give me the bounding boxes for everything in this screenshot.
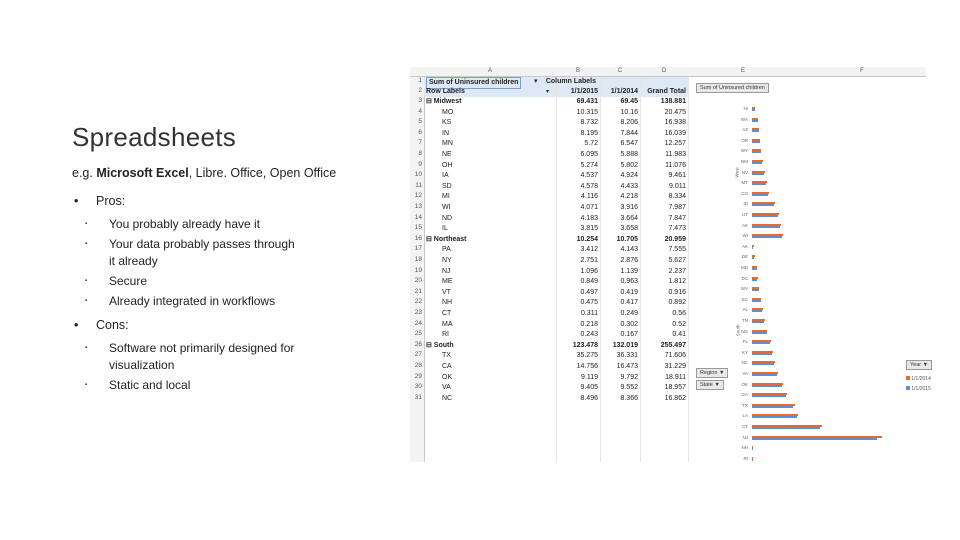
bar-chart — [696, 80, 926, 465]
row-label-cell[interactable]: PA — [442, 246, 451, 254]
value-cell[interactable]: 69.45 — [620, 98, 638, 105]
bar-2015 — [752, 416, 797, 418]
subtitle-prefix: e.g. — [72, 166, 97, 180]
value-cell[interactable]: 3.412 — [580, 246, 598, 254]
bar-2015 — [752, 310, 762, 312]
value-cell[interactable]: 0.916 — [668, 288, 686, 296]
bar-2015 — [752, 279, 757, 281]
value-cell[interactable]: 123.478 — [572, 341, 598, 349]
state-axis-label: ID — [743, 201, 748, 207]
value-cell[interactable]: 9.461 — [668, 172, 686, 180]
col-header-2014: 1/1/2014 — [610, 88, 638, 95]
row-number: 5 — [418, 118, 422, 126]
bar-2015 — [752, 226, 780, 228]
bar-2015 — [752, 289, 759, 291]
value-cell[interactable]: 16.039 — [664, 129, 686, 137]
legend-entry-2014 — [906, 376, 946, 382]
state-axis-label: RI — [743, 455, 748, 461]
row-label-cell[interactable]: CA — [442, 363, 452, 370]
value-cell[interactable]: 9.119 — [581, 373, 598, 381]
row-label-cell[interactable]: OH — [442, 161, 453, 169]
pros-item: ▪ Your data probably passes through it already — [72, 236, 302, 270]
value-cell[interactable]: 0.849 — [580, 278, 598, 286]
state-axis-label: CO — [741, 190, 748, 196]
bar-2015 — [752, 395, 786, 397]
value-cell[interactable]: 8.334 — [668, 193, 686, 201]
subtitle-rest: , Libre. Office, Open Office — [188, 166, 337, 180]
pros-item: ▪ Already integrated in workflows — [72, 293, 302, 310]
bar-2015 — [752, 353, 772, 355]
bar-2015 — [752, 215, 778, 217]
state-axis-label: AL — [742, 307, 748, 313]
row-label-cell[interactable]: NH — [442, 299, 453, 307]
legend-entry-2014-label: 1/1/2014 — [911, 376, 931, 382]
row-number: 25 — [414, 330, 422, 338]
col-header-grand-total: Grand Total — [647, 88, 686, 95]
value-cell[interactable]: 7.987 — [668, 204, 686, 211]
row-number: 29 — [414, 372, 422, 380]
value-cell[interactable]: 16.862 — [664, 394, 686, 402]
bar-2015 — [752, 183, 766, 185]
row-label-cell[interactable]: ND — [442, 214, 453, 222]
row-number-gutter — [410, 77, 425, 462]
value-cell[interactable]: 20.959 — [664, 235, 686, 243]
cons-item: ▪ Software not primarily designed for visualization — [72, 340, 302, 374]
state-axis-label: WY — [740, 148, 748, 154]
value-cell[interactable]: 4.071 — [580, 204, 598, 211]
value-cell[interactable]: 2.751 — [580, 257, 598, 264]
state-axis-label: MS — [741, 328, 748, 334]
value-cell[interactable]: 10.254 — [576, 235, 598, 243]
row-number: 11 — [415, 181, 422, 189]
row-number: 2 — [418, 87, 422, 94]
row-number: 4 — [418, 107, 422, 115]
row-number: 22 — [414, 298, 422, 306]
bar-2015 — [752, 162, 762, 164]
legend-year-button[interactable]: Year ▼ — [906, 360, 932, 370]
bar-2015 — [752, 321, 764, 323]
state-axis-label: OK — [741, 381, 748, 387]
row-label-cell[interactable]: CT — [442, 310, 452, 317]
state-axis-label: NC — [741, 360, 748, 366]
state-axis-label: WI — [742, 233, 748, 239]
value-cell[interactable]: 18.911 — [665, 373, 686, 381]
value-cell[interactable]: 9.011 — [669, 182, 686, 190]
state-axis-label: MD — [741, 265, 748, 270]
row-label-cell[interactable]: WI — [442, 204, 451, 211]
state-axis-label: GA — [741, 392, 748, 398]
bar-2015 — [752, 204, 774, 206]
bar-2015 — [752, 194, 768, 196]
row-label-cell[interactable]: KS — [442, 119, 452, 127]
value-cell[interactable]: 7.473 — [668, 225, 686, 233]
row-label-cell[interactable]: RI — [442, 331, 449, 339]
row-number: 18 — [414, 256, 422, 263]
value-cell[interactable]: 5.802 — [620, 161, 638, 169]
slide-title: Spreadsheets — [72, 122, 237, 152]
value-cell[interactable]: 20.475 — [664, 108, 686, 116]
row-label-cell[interactable]: ME — [442, 278, 453, 286]
grid-line — [688, 77, 689, 462]
bar-2015 — [752, 109, 755, 111]
row-label-cell[interactable]: NC — [442, 394, 453, 402]
value-cell[interactable]: 4.143 — [620, 246, 638, 254]
row-label-cell[interactable]: ⊟ Midwest — [426, 98, 462, 105]
state-axis-label: SC — [741, 296, 748, 302]
value-cell[interactable]: 4.924 — [620, 172, 638, 180]
bar-2015 — [752, 141, 760, 143]
row-number: 28 — [414, 362, 422, 369]
value-cell[interactable]: 69.431 — [576, 98, 598, 105]
value-cell[interactable]: 5.72 — [584, 140, 598, 148]
bar-2015 — [752, 448, 753, 450]
value-cell[interactable]: 71.606 — [664, 352, 686, 360]
value-cell[interactable]: 10.315 — [576, 108, 598, 116]
state-axis-label: AK — [741, 243, 748, 249]
row-labels-filter-icon[interactable]: ▾ — [546, 89, 550, 95]
row-label-cell[interactable]: MA — [442, 320, 453, 328]
row-label-cell[interactable]: IN — [442, 129, 449, 137]
bar-2015 — [752, 406, 793, 408]
state-axis-label: VA — [742, 371, 748, 376]
row-number: 7 — [418, 139, 422, 147]
row-label-cell[interactable]: MN — [442, 140, 453, 148]
value-cell[interactable]: 8.206 — [620, 119, 638, 127]
value-cell[interactable]: 5.627 — [668, 257, 686, 264]
state-axis-label: AK — [741, 222, 748, 228]
legend-swatch-2014 — [906, 376, 910, 380]
col-header-2015: 1/1/2015 — [570, 88, 598, 95]
row-number: 16 — [414, 234, 422, 242]
bar-2015 — [752, 459, 753, 461]
state-axis-label: NH — [741, 445, 748, 451]
value-cell[interactable]: 6.547 — [620, 140, 638, 148]
column-header-c[interactable]: C — [617, 68, 623, 74]
state-axis-label: TN — [742, 318, 748, 323]
row-number: 14 — [414, 213, 422, 221]
row-number: 10 — [414, 171, 422, 179]
state-axis-label: WA — [740, 116, 748, 122]
value-cell[interactable]: 18.957 — [664, 384, 686, 392]
value-cell[interactable]: 1.096 — [580, 267, 598, 275]
state-axis-label: TX — [742, 402, 748, 408]
cons-section — [72, 317, 302, 397]
column-header-b[interactable]: B — [575, 68, 580, 74]
axis-group-label-west: West — [734, 167, 740, 178]
value-cell[interactable]: 4.433 — [620, 182, 638, 190]
value-cell[interactable]: 0.311 — [581, 310, 598, 317]
value-cell[interactable]: 0.52 — [672, 320, 686, 328]
subtitle-bold: Microsoft Excel — [96, 166, 189, 180]
legend-swatch-2015 — [906, 386, 910, 390]
value-cell[interactable]: 3.658 — [620, 225, 638, 233]
value-cell[interactable]: 4.537 — [580, 172, 598, 180]
value-cell[interactable]: 11.983 — [665, 151, 686, 158]
value-cell[interactable]: 3.916 — [620, 204, 638, 211]
value-cell[interactable]: 11.076 — [665, 161, 686, 169]
state-axis-label: DE — [741, 254, 748, 260]
bar-2015 — [752, 120, 758, 122]
value-cell[interactable]: 8.366 — [620, 394, 638, 402]
row-number: 3 — [418, 97, 422, 104]
row-label-cell[interactable]: ⊟ Northeast — [426, 235, 467, 243]
row-label-cell[interactable]: OK — [442, 373, 453, 381]
row-label-cell[interactable]: IL — [442, 225, 448, 233]
bar-2015 — [752, 247, 753, 249]
row-labels-header[interactable]: Row Labels — [426, 88, 465, 95]
row-number: 8 — [418, 150, 422, 157]
state-axis-label: NM — [741, 159, 748, 164]
bar-2015 — [752, 427, 820, 429]
cons-list — [72, 340, 302, 394]
state-axis-label: DC — [741, 275, 748, 281]
row-number: 19 — [414, 266, 422, 274]
value-cell[interactable]: 5.888 — [620, 151, 638, 158]
value-cell[interactable]: 0.892 — [668, 299, 686, 307]
value-cell[interactable]: 31.229 — [664, 363, 686, 370]
row-number: 26 — [414, 340, 422, 348]
row-label-cell[interactable]: TX — [442, 352, 451, 360]
row-label-cell[interactable]: NJ — [442, 267, 451, 275]
column-header-a[interactable]: A — [487, 68, 492, 74]
row-label-cell[interactable]: VT — [442, 288, 451, 296]
pros-list — [72, 216, 302, 310]
value-cell[interactable]: 0.56 — [672, 310, 686, 317]
value-cell[interactable]: 7.847 — [668, 214, 686, 222]
value-cell[interactable]: 35.275 — [576, 352, 598, 360]
bar-2015 — [752, 374, 777, 376]
value-cell[interactable]: 8.195 — [580, 129, 598, 137]
state-axis-label: HI — [743, 106, 748, 111]
bar-2015 — [752, 130, 759, 132]
column-header-bar — [410, 67, 926, 77]
value-cell[interactable]: 12.257 — [664, 140, 686, 148]
row-number: 30 — [414, 383, 422, 391]
row-label-cell[interactable]: SD — [442, 182, 452, 190]
row-label-cell[interactable]: MO — [442, 108, 454, 116]
value-cell[interactable]: 2.876 — [620, 257, 638, 264]
bar-2015 — [752, 257, 754, 259]
value-cell[interactable]: 2.237 — [668, 267, 686, 275]
row-number: 31 — [414, 393, 422, 401]
value-cell[interactable]: 1.139 — [620, 267, 638, 275]
state-field-button[interactable]: State ▼ — [696, 380, 724, 390]
value-cell[interactable]: 0.475 — [580, 299, 598, 307]
cons-label: • Cons: — [72, 317, 302, 334]
state-axis-label: OR — [741, 137, 748, 143]
row-number: 24 — [414, 319, 422, 327]
value-cell[interactable]: 9.405 — [580, 384, 598, 392]
bar-2015 — [752, 363, 774, 365]
slide-subtitle — [72, 166, 336, 180]
row-number: 20 — [414, 277, 422, 285]
bar-2015 — [752, 236, 782, 238]
row-label-cell[interactable]: NE — [442, 151, 452, 158]
state-axis-label: NJ — [742, 434, 748, 440]
value-cell[interactable]: 8.496 — [580, 394, 598, 402]
chart-legend — [906, 360, 946, 392]
legend-entry-2015 — [906, 386, 946, 392]
value-cell[interactable]: 7.555 — [668, 246, 686, 254]
value-cell[interactable]: 0.218 — [580, 320, 598, 328]
pivot-value-field[interactable]: Sum of Uninsured children — [426, 77, 521, 89]
value-cell[interactable]: 4.218 — [620, 193, 638, 201]
bar-2015 — [752, 151, 761, 153]
value-cell[interactable]: 1.812 — [668, 278, 686, 286]
row-label-cell[interactable]: NY — [442, 257, 452, 264]
row-label-cell[interactable]: ⊟ South — [426, 341, 454, 349]
state-axis-label: LA — [742, 413, 748, 419]
pros-label: • Pros: — [72, 193, 302, 210]
state-axis-label: AZ — [742, 127, 748, 133]
bar-2015 — [752, 438, 877, 440]
value-cell[interactable]: 0.963 — [620, 278, 638, 286]
value-cell[interactable]: 0.41 — [672, 331, 686, 339]
bar-2015 — [752, 342, 770, 344]
value-cell[interactable]: 0.419 — [620, 288, 638, 296]
pros-item: ▪ Secure — [72, 273, 302, 290]
cons-item: ▪ Static and local — [72, 377, 302, 394]
state-axis-label: NV — [741, 169, 748, 175]
pros-section — [72, 193, 302, 313]
pivot-filter-icon[interactable]: ▾ — [534, 78, 538, 85]
bar-2015 — [752, 268, 757, 270]
column-header-f[interactable]: F — [860, 68, 864, 74]
column-labels-header[interactable]: Column Labels — [545, 78, 596, 85]
value-cell[interactable]: 7.844 — [620, 129, 638, 137]
value-cell[interactable]: 10.16 — [620, 108, 638, 116]
value-cell[interactable]: 9.552 — [620, 384, 638, 392]
value-cell[interactable]: 138.881 — [660, 98, 686, 105]
value-cell[interactable]: 36.331 — [616, 352, 638, 360]
row-number: 12 — [414, 192, 422, 200]
column-header-d[interactable]: D — [661, 68, 667, 74]
state-axis-label: UT — [742, 212, 748, 217]
state-axis-label: MT — [741, 180, 748, 186]
state-axis-label: CT — [742, 424, 748, 429]
value-cell[interactable]: 0.497 — [580, 288, 598, 296]
row-number: 21 — [414, 287, 422, 295]
row-number: 15 — [414, 224, 422, 232]
value-cell[interactable]: 8.732 — [580, 119, 598, 127]
column-header-e[interactable]: E — [740, 68, 745, 74]
value-cell[interactable]: 6.095 — [580, 151, 598, 158]
value-cell[interactable]: 10.705 — [616, 235, 638, 243]
bar-2015 — [752, 300, 761, 302]
row-number: 1 — [418, 77, 422, 84]
value-cell[interactable]: 0.302 — [620, 320, 638, 328]
row-label-cell[interactable]: MI — [442, 193, 450, 201]
pros-item: ▪ You probably already have it — [72, 216, 302, 233]
region-field-button[interactable]: Region ▼ — [696, 368, 728, 378]
bar-2015 — [752, 385, 782, 387]
value-cell[interactable]: 132.019 — [612, 341, 638, 349]
value-cell[interactable]: 0.243 — [580, 331, 598, 339]
row-label-cell[interactable]: VA — [442, 384, 451, 392]
row-number: 27 — [414, 351, 422, 359]
value-cell[interactable]: 3.815 — [580, 225, 598, 233]
value-cell[interactable]: 4.183 — [580, 214, 598, 222]
row-number: 9 — [418, 160, 422, 168]
value-cell[interactable]: 4.578 — [580, 182, 598, 190]
row-number: 17 — [414, 245, 422, 253]
row-number: 23 — [414, 309, 422, 316]
value-cell[interactable]: 0.167 — [620, 331, 638, 339]
value-cell[interactable]: 16.473 — [616, 363, 638, 370]
value-cell[interactable]: 4.116 — [581, 193, 598, 201]
bar-2015 — [752, 173, 764, 175]
value-cell[interactable]: 255.497 — [660, 341, 686, 349]
legend-entry-2015-label: 1/1/2015 — [911, 386, 931, 392]
value-cell[interactable]: 0.249 — [620, 310, 638, 317]
row-label-cell[interactable]: IA — [442, 172, 449, 180]
value-cell[interactable]: 5.274 — [580, 161, 598, 169]
axis-group-label-south: South — [735, 324, 741, 337]
value-cell[interactable]: 16.938 — [664, 119, 686, 127]
value-cell[interactable]: 9.792 — [620, 373, 638, 381]
value-cell[interactable]: 3.664 — [620, 214, 638, 222]
bar-2015 — [752, 332, 767, 334]
state-axis-label: KY — [741, 349, 748, 355]
row-number: 13 — [414, 203, 422, 210]
value-cell[interactable]: 0.417 — [620, 299, 638, 307]
chart-value-field-button[interactable]: Sum of Uninsured children — [696, 83, 769, 93]
state-axis-label: FL — [742, 339, 748, 345]
value-cell[interactable]: 14.756 — [576, 363, 598, 370]
row-number: 6 — [418, 128, 422, 136]
state-axis-label: WV — [740, 286, 748, 292]
